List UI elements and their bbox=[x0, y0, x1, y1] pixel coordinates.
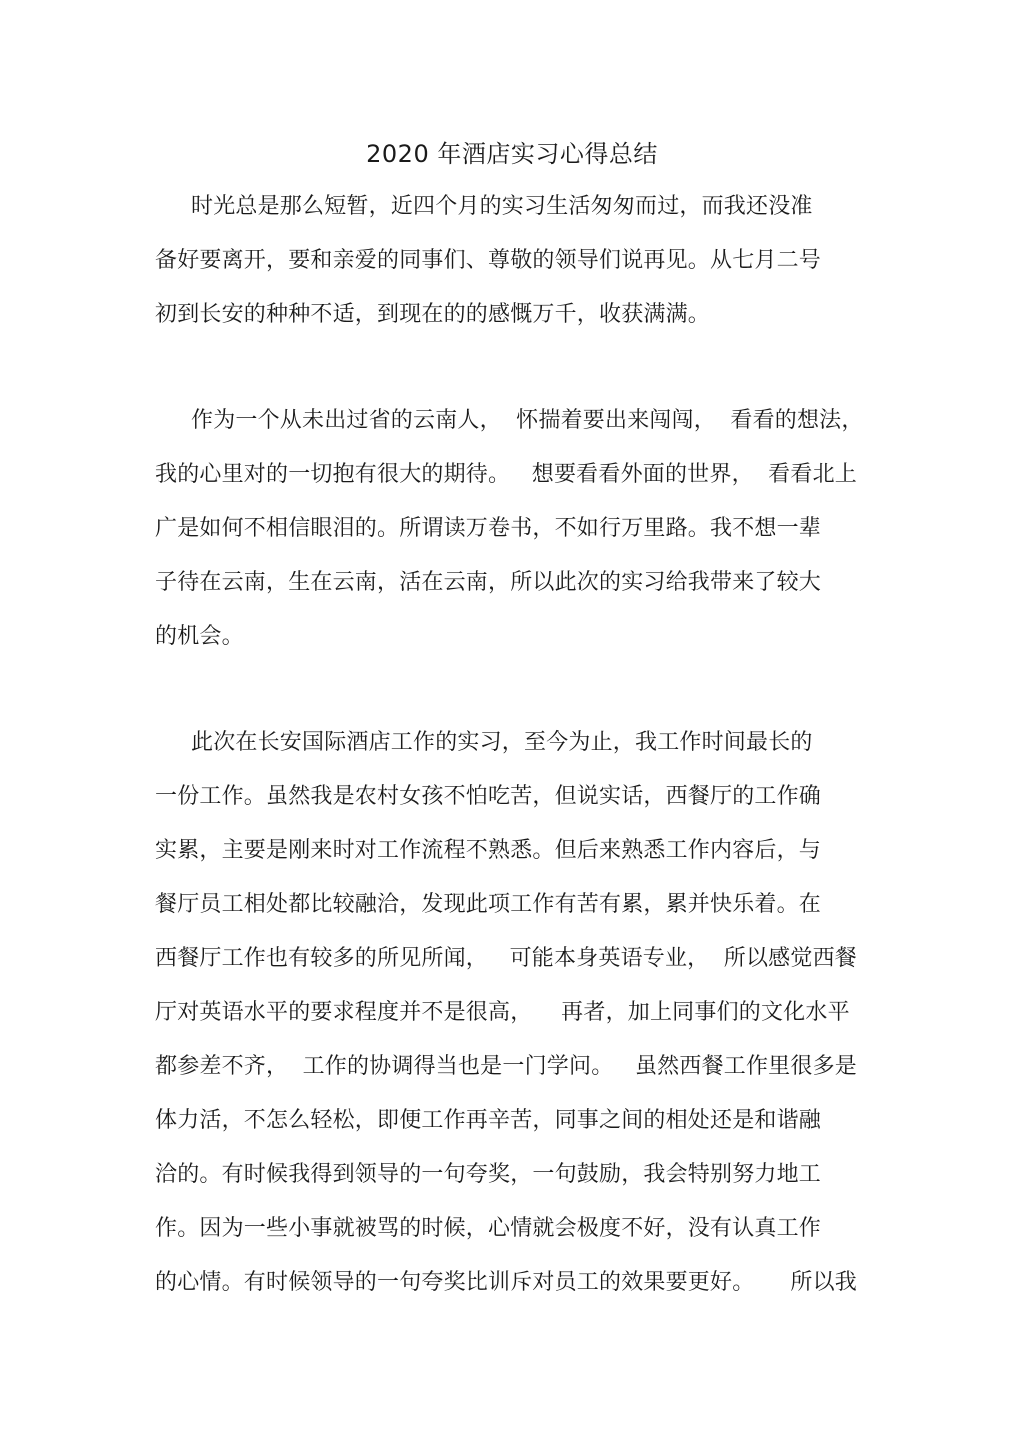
paragraph-line: 体力活，不怎么轻松，即便工作再辛苦，同事之间的相处还是和谐融 bbox=[155, 1108, 822, 1133]
paragraph-line: 作为一个从未出过省的云南人， 怀揣着要出来闯闯， 看看的想法， bbox=[191, 408, 864, 433]
paragraph-line: 一份工作。虽然我是农村女孩不怕吃苦，但说实话，西餐厅的工作确 bbox=[155, 784, 822, 809]
paragraph-line: 我的心里对的一切抱有很大的期待。 想要看看外面的世界， 看看北上 bbox=[155, 462, 857, 487]
paragraph-line: 洽的。有时候我得到领导的一句夸奖，一句鼓励，我会特别努力地工 bbox=[155, 1162, 822, 1187]
paragraph-line: 备好要离开，要和亲爱的同事们、尊敬的领导们说再见。从七月二号 bbox=[155, 248, 822, 273]
paragraph-line: 作。因为一些小事就被骂的时候，心情就会极度不好，没有认真工作 bbox=[155, 1216, 822, 1241]
paragraph-line: 的机会。 bbox=[155, 624, 244, 649]
paragraph-line: 时光总是那么短暂，近四个月的实习生活匆匆而过，而我还没准 bbox=[191, 194, 813, 219]
paragraph-line: 西餐厅工作也有较多的所见所闻， 可能本身英语专业， 所以感觉西餐 bbox=[155, 946, 857, 971]
paragraph-line: 餐厅员工相处都比较融洽，发现此项工作有苦有累，累并快乐着。在 bbox=[155, 892, 822, 917]
paragraph-line: 实累，主要是刚来时对工作流程不熟悉。但后来熟悉工作内容后，与 bbox=[155, 838, 822, 863]
paragraph-line: 此次在长安国际酒店工作的实习，至今为止，我工作时间最长的 bbox=[191, 730, 813, 755]
paragraph-line: 厅对英语水平的要求程度并不是很高， 再者，加上同事们的文化水平 bbox=[155, 1000, 850, 1025]
paragraph-line: 广是如何不相信眼泪的。所谓读万卷书，不如行万里路。我不想一辈 bbox=[155, 516, 822, 541]
paragraph-line: 初到长安的种种不适，到现在的的感慨万千，收获满满。 bbox=[155, 302, 711, 327]
document-title: 2020 年酒店实习心得总结 bbox=[366, 140, 658, 168]
paragraph-line: 子待在云南，生在云南，活在云南，所以此次的实习给我带来了较大 bbox=[155, 570, 822, 595]
paragraph-line: 都参差不齐， 工作的协调得当也是一门学问。 虽然西餐工作里很多是 bbox=[155, 1054, 857, 1079]
paragraph-line: 的心情。有时候领导的一句夸奖比训斥对员工的效果要更好。 所以我 bbox=[155, 1270, 857, 1295]
